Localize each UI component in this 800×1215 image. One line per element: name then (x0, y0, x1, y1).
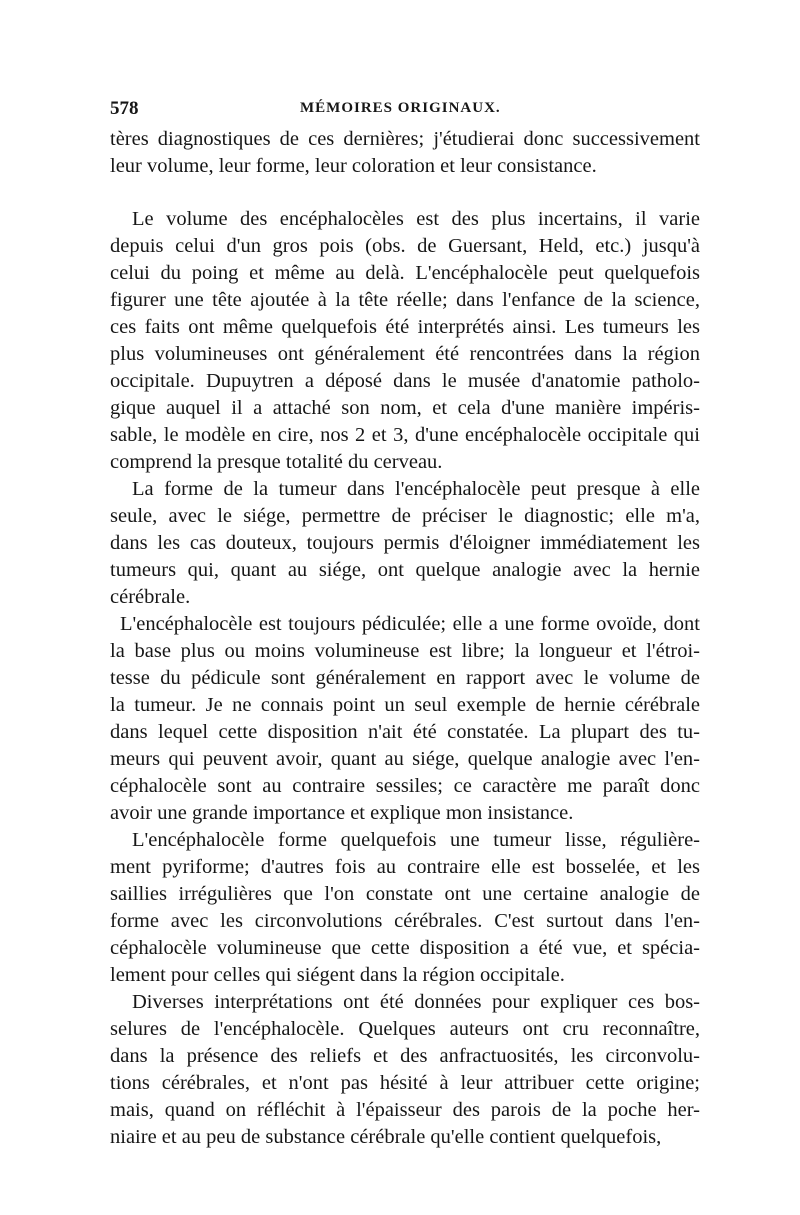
text-line: forme avec les circonvolutions cérébrales. C'est surtout dans l'en- (110, 910, 700, 932)
text-line: dans la présence des reliefs et des anfractuosités, les circonvolu- (110, 1045, 700, 1067)
page-number: 578 (110, 98, 139, 119)
text-line: dans les cas douteux, toujours permis d'éloigner immédiatement les (110, 532, 700, 554)
paragraph (110, 476, 700, 611)
text-line: tères diagnostiques de ces dernières; j'étudierai donc successivement (110, 128, 700, 150)
text-line: la base plus ou moins volumineuse est libre; la longueur et l'étroi- (110, 640, 700, 662)
text-line: ces faits ont même quelquefois été interprétés ainsi. Les tumeurs les (110, 316, 700, 338)
text-line: saillies irrégulières que l'on constate ont une certaine analogie de (110, 883, 700, 905)
running-head: MÉMOIRES ORIGINAUX. (300, 100, 501, 116)
text-line: comprend la presque totalité du cerveau. (110, 451, 443, 473)
paragraph (110, 126, 700, 180)
text-line: Diverses interprétations ont été données pour expliquer ces bos- (132, 991, 700, 1013)
text-line: tumeurs qui, quant au siége, ont quelque analogie avec la hernie (110, 559, 700, 581)
text-line: Le volume des encéphalocèles est des plus incertains, il varie (132, 208, 700, 230)
paragraph (110, 827, 700, 989)
text-line: avoir une grande importance et explique mon insistance. (110, 802, 574, 824)
text-line: meurs qui peuvent avoir, quant au siége, quelque analogie avec l'en- (110, 748, 700, 770)
text-line: céphalocèle volumineuse que cette disposition a été vue, et spécia- (110, 937, 700, 959)
text-line: leur volume, leur forme, leur coloration et leur consistance. (110, 155, 597, 177)
body-text (110, 126, 700, 1151)
text-line: tesse du pédicule sont généralement en rapport avec le volume de (110, 667, 700, 689)
text-line: plus volumineuses ont généralement été rencontrées dans la région (110, 343, 700, 365)
text-line: sable, le modèle en cire, nos 2 et 3, d'une encéphalocèle occipitale qui (110, 424, 700, 446)
text-line: L'encéphalocèle est toujours pédiculée; elle a une forme ovoïde, dont (120, 613, 700, 635)
text-line: tions cérébrales, et n'ont pas hésité à leur attribuer cette origine; (110, 1072, 700, 1094)
text-line: la tumeur. Je ne connais point un seul exemple de hernie cérébrale (110, 694, 700, 716)
paragraph (110, 206, 700, 476)
paragraph (110, 611, 700, 827)
paragraph (110, 989, 700, 1151)
page-header (0, 98, 800, 122)
text-line: gique auquel il a attaché son nom, et cela d'une manière impéris- (110, 397, 700, 419)
text-line: L'encéphalocèle forme quelquefois une tumeur lisse, régulière- (132, 829, 700, 851)
text-line: occipitale. Dupuytren a déposé dans le musée d'anatomie patholo- (110, 370, 700, 392)
paragraph-gap (110, 180, 700, 206)
text-line: mais, quand on réfléchit à l'épaisseur des parois de la poche her- (110, 1099, 700, 1121)
text-line: ment pyriforme; d'autres fois au contraire elle est bosselée, et les (110, 856, 700, 878)
text-line: lement pour celles qui siégent dans la région occipitale. (110, 964, 565, 986)
text-line: seule, avec le siége, permettre de préciser le diagnostic; elle m'a, (110, 505, 700, 527)
text-line: figurer une tête ajoutée à la tête réelle; dans l'enfance de la science, (110, 289, 700, 311)
text-line: céphalocèle sont au contraire sessiles; ce caractère me paraît donc (110, 775, 700, 797)
text-line: depuis celui d'un gros pois (obs. de Guersant, Held, etc.) jusqu'à (110, 235, 700, 257)
text-line: La forme de la tumeur dans l'encéphalocèle peut presque à elle (132, 478, 700, 500)
text-line: cérébrale. (110, 586, 191, 608)
text-line: dans lequel cette disposition n'ait été constatée. La plupart des tu- (110, 721, 700, 743)
text-line: niaire et au peu de substance cérébrale qu'elle contient quelquefois, (110, 1126, 662, 1148)
text-line: celui du poing et même au delà. L'encéphalocèle peut quelquefois (110, 262, 700, 284)
text-line: selures de l'encéphalocèle. Quelques auteurs ont cru reconnaître, (110, 1018, 700, 1040)
